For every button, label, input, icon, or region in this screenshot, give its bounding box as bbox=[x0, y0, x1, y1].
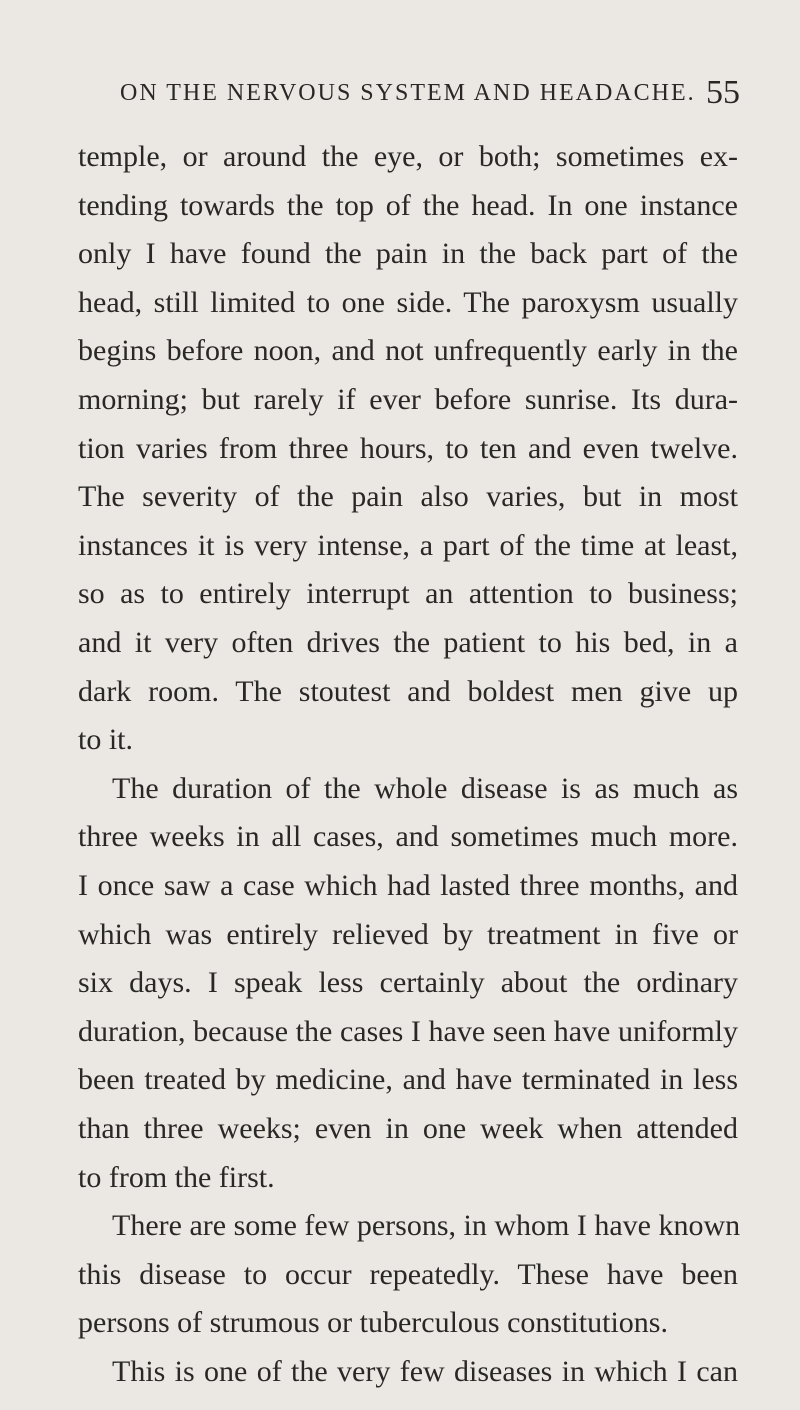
text-line: been treated by medicine, and have terminated in less bbox=[78, 1063, 738, 1097]
text-line: three weeks in all cases, and sometimes much more. bbox=[78, 820, 738, 854]
text-line: duration, because the cases I have seen have uniformly bbox=[78, 1014, 738, 1048]
paragraph-start-line: This is one of the very few diseases in which I can bbox=[112, 1355, 738, 1388]
text-line: to it. bbox=[78, 723, 134, 757]
text-line: six days. I speak less certainly about the ordinary bbox=[78, 966, 738, 1000]
text-line: tion varies from three hours, to ten and even twelve. bbox=[78, 431, 738, 465]
text-line: persons of strumous or tuberculous constitutions. bbox=[78, 1306, 668, 1340]
text-line: than three weeks; even in one week when attended bbox=[78, 1112, 738, 1145]
paragraph-start-line: The duration of the whole disease is as much as bbox=[112, 771, 738, 805]
text-line: this disease to occur repeatedly. These have been bbox=[78, 1257, 738, 1291]
text-line: tending towards the top of the head. In one instance bbox=[78, 188, 738, 222]
text-line: which was entirely relieved by treatment in five or bbox=[78, 917, 738, 951]
text-line: instances it is very intense, a part of the time at least, bbox=[78, 528, 738, 562]
text-line: temple, or around the eye, or both; sometimes ex- bbox=[78, 140, 738, 173]
text-line: morning; but rarely if ever before sunrise. Its dura- bbox=[78, 383, 738, 416]
text-line: so as to entirely interrupt an attention to business; bbox=[78, 577, 738, 611]
paragraph-start-line: There are some few persons, in whom I have known bbox=[112, 1209, 741, 1243]
page-number: 55 bbox=[706, 74, 740, 111]
text-line: begins before noon, and not unfrequently early in the bbox=[78, 334, 738, 368]
text-line: The severity of the pain also varies, but in most bbox=[78, 480, 738, 514]
text-line: to from the first. bbox=[78, 1160, 275, 1194]
text-line: only I have found the pain in the back part of the bbox=[78, 237, 738, 271]
text-line: and it very often drives the patient to his bed, in a bbox=[78, 626, 738, 659]
text-line: head, still limited to one side. The paroxysm usually bbox=[78, 285, 738, 319]
running-head bbox=[120, 74, 740, 118]
text-line: I once saw a case which had lasted three months, and bbox=[78, 869, 738, 902]
running-title: ON THE NERVOUS SYSTEM AND HEADACHE. bbox=[120, 80, 696, 106]
text-line: dark room. The stoutest and boldest men give up bbox=[78, 674, 738, 708]
